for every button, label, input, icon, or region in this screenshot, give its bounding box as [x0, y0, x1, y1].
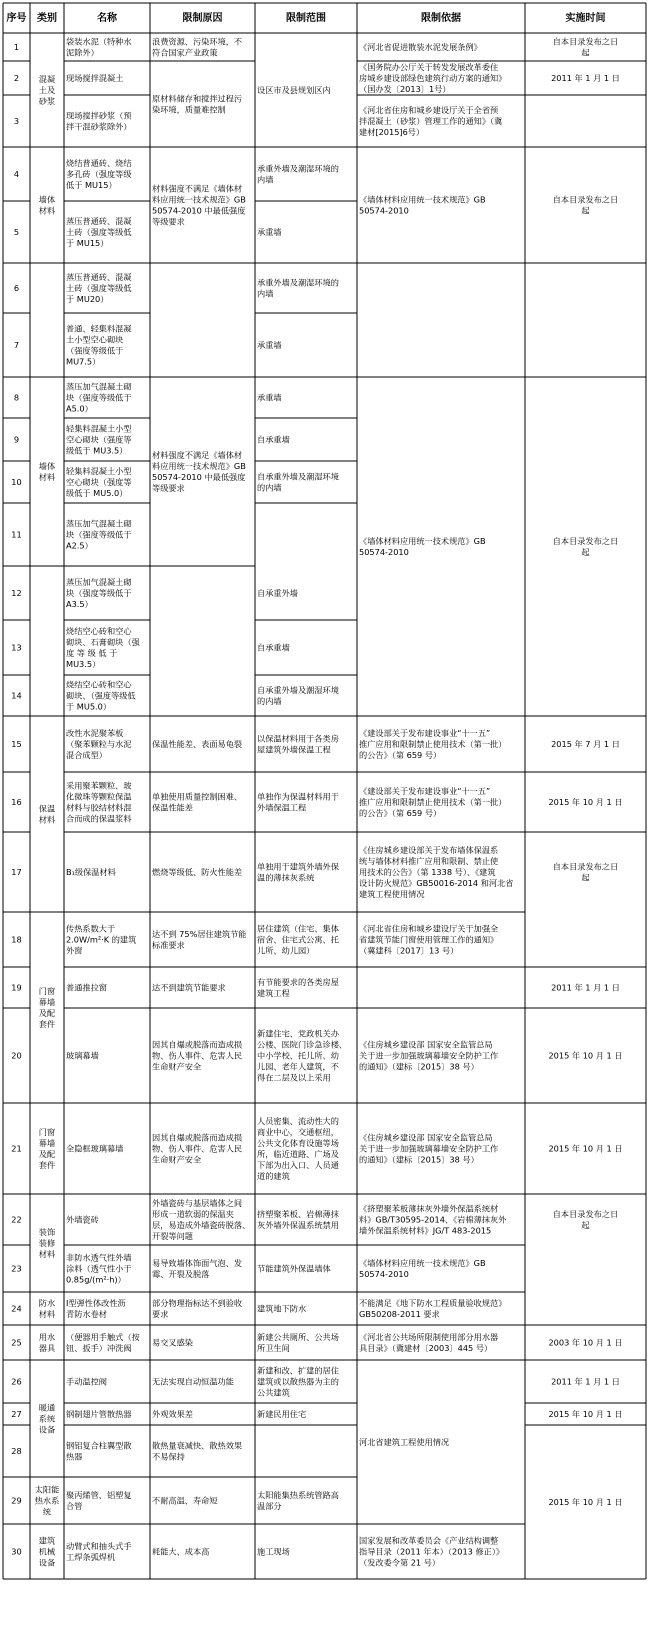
row-number: 1	[13, 42, 20, 52]
restriction-reason: 散热量衰减快、散热效果不易保持	[152, 1440, 243, 1462]
item-name: 烧结空心砖和空心砌块、（强度等级低于 MU5.0）	[66, 679, 136, 712]
restriction-scope: 新建公共厕所、公共场所卫生间	[257, 1332, 339, 1353]
restriction-scope: 承重外墙及潮湿环境的内墙	[257, 277, 339, 299]
row-number: 27	[11, 1409, 22, 1419]
item-name: 传热系数大于 2.0W/m²·K 的建筑外窗	[66, 923, 137, 956]
restriction-basis: 《建设部关于发布建设事业“十一五”推广应用和限制禁止使用技术（第一批）的公告》（第 659 号）	[359, 786, 507, 818]
item-name: 蒸压加气混凝土砌块（强度等级低于 A5.0）	[66, 381, 132, 414]
category-label: 建筑机械设备	[38, 1535, 56, 1568]
restriction-basis: 《挤塑聚苯板薄抹灰外墙外保温系统材料》GB/T30595-2014、《岩棉薄抹灰外墙外保温系统材料》JG/T 483-2015	[359, 1203, 507, 1236]
item-name: 袋装水泥（特种水泥除外）	[66, 36, 132, 58]
restriction-scope: 承重墙	[257, 227, 282, 237]
row-number: 18	[11, 934, 22, 945]
restriction-basis: 不能满足《地下防水工程质量验收规范》 GB50208-2011 要求	[359, 1298, 507, 1319]
column-header: 限制原因	[182, 13, 223, 24]
restriction-scope: 自承重外墙及潮湿环境的内墙	[257, 471, 339, 493]
restriction-scope: 新建住宅、党政机关办公楼、医院门诊急诊楼、中小学校、托儿所、幼儿园、老年人建筑，不得在二层及以上采用	[257, 1028, 348, 1083]
restriction-reason: 不耐高温、寿命短	[152, 1495, 218, 1506]
category-label: 装饰装修材料	[38, 1227, 56, 1259]
restriction-reason: 保温性能差、表面易龟裂	[152, 739, 243, 749]
row-number: 24	[11, 1303, 22, 1314]
row-number: 9	[13, 434, 20, 445]
restriction-scope: 以保温材料用于各类房屋建筑外墙保温工程	[257, 733, 339, 755]
restriction-reason: 外墙瓷砖与基层墙体之间形成一道软弱的保温夹层，易造成外墙瓷砖脱落、开裂等问题	[152, 1198, 251, 1241]
restriction-scope: 新建民用住宅	[257, 1409, 307, 1419]
effective-date: 自本目录发布之日起	[552, 1209, 619, 1230]
effective-date: 自本目录发布之日起	[552, 536, 619, 557]
column-header: 限制依据	[421, 13, 461, 24]
effective-date: 自本目录发布之日起	[552, 194, 619, 216]
row-number: 21	[11, 1143, 22, 1154]
effective-date: 2015 年 10 月 1 日	[548, 797, 623, 807]
row-number: 20	[11, 1050, 22, 1061]
item-name: 烧结空心砖和空心砌块、石膏砌块（强度 等 级 低 于 MU3.5）	[66, 626, 140, 669]
category-label: 墙体材料	[38, 194, 56, 216]
restriction-scope: 承重墙	[257, 340, 282, 350]
row-number: 17	[11, 867, 22, 877]
restriction-basis: 《河北省住房和城乡建设厅关于全省预拌混凝土（砂浆）管理工作的通知》（冀建材[2015]6号）	[359, 105, 503, 137]
restriction-reason: 因其自爆或脱落而造成损物、伤人事件、危害人民生命财产安全	[152, 1132, 243, 1165]
item-name: 非防水透气性外墙涂料（透气性小于 0.85g/(m²·h)）	[66, 1252, 132, 1285]
restriction-scope: 建筑地下防水	[257, 1303, 307, 1314]
row-number: 10	[11, 477, 22, 487]
row-number: 19	[11, 982, 22, 993]
row-number: 26	[11, 1376, 22, 1387]
item-name: 聚丙烯管、铝塑复合管	[66, 1490, 132, 1511]
category-label: 防水材料	[38, 1298, 56, 1319]
restriction-scope: 自承重墙	[257, 642, 290, 653]
restriction-basis: 国家发展和改革委员会《产业结构调整指导目录（2011 年本）（2013 修正）》（发改委令第 21 号）	[359, 1535, 505, 1568]
restriction-reason: 材料强度不满足《墙体材料应用统一技术规范》GB 50574-2010 中最低强度等级要求	[152, 183, 246, 227]
restriction-scope: 有节能要求的各类房屋建筑工程	[257, 977, 339, 998]
item-name: 全隐框玻璃幕墙	[66, 1143, 124, 1154]
column-header: 序号	[6, 13, 27, 24]
restriction-scope: 新建和改、扩建的居住建筑或以散热器为主的公共建筑	[257, 1365, 339, 1398]
restriction-reason: 达不到建筑节能要求	[152, 982, 226, 993]
item-name: 钢铝复合柱翼型散热器	[66, 1440, 132, 1462]
effective-date: 2015 年 10 月 1 日	[548, 1497, 623, 1507]
item-name: 普通、轻集料混凝土小型空心砌块（强度等级低于 MU7.5）	[66, 323, 132, 367]
row-number: 5	[13, 227, 20, 237]
item-name: 普通推拉窗	[66, 982, 107, 993]
restriction-basis: 《住房城乡建设部 国家安全监管总局关于进一步加强玻璃幕墙安全防护工作的通知》（建标〔2015〕38 号）	[359, 1132, 499, 1165]
row-number: 23	[11, 1263, 22, 1274]
item-name: 轻集料混凝土小型空心砌块（强度等级低于 MU5.0）	[66, 466, 132, 498]
restriction-scope: 单独用于建筑外墙外保温的薄抹灰系统	[257, 861, 339, 883]
column-header: 实施时间	[565, 13, 606, 24]
row-number: 4	[13, 169, 20, 179]
row-number: 6	[13, 283, 20, 293]
category-label: 混凝土及砂浆	[38, 74, 56, 106]
effective-date: 2015 年 10 月 1 日	[548, 1143, 623, 1154]
restriction-reason: 外观效果差	[152, 1409, 193, 1419]
category-label: 保温材料	[38, 803, 56, 825]
item-name: B₁级保温材料	[66, 867, 116, 877]
restriction-scope: 节能建筑外保温墙体	[257, 1263, 331, 1274]
item-name: 烧结普通砖、烧结多孔砖（强度等级低于 MU15）	[66, 158, 132, 190]
column-header: 限制范围	[286, 13, 326, 24]
effective-date: 自本目录发布之日起	[552, 861, 619, 883]
restriction-reason: 单独使用质量控制困难、保温性能差	[152, 791, 243, 813]
restriction-reason: 浪费资源、污染环境，不符合国家产业政策	[152, 36, 243, 58]
restriction-scope: 挤塑聚苯板、岩棉薄抹灰外墙外保温系统禁用	[257, 1209, 339, 1230]
item-name: 动臂式和抽头式手工焊条弧焊机	[66, 1541, 132, 1562]
restriction-basis: 《河北省公共场所限制使用部分用水器具目录》（冀建材〔2003〕445 号）	[359, 1332, 499, 1353]
restriction-basis: 《墙体材料应用统一技术规范》GB 50574-2010	[359, 1258, 486, 1279]
row-number: 15	[11, 739, 22, 749]
restriction-basis: 《墙体材料应用统一技术规范》GB 50574-2010	[359, 194, 486, 216]
row-number: 14	[11, 690, 22, 701]
restriction-reason: 因其自爆或脱落而造成损物、伤人事件、危害人民生命财产安全	[152, 1039, 243, 1072]
row-number: 12	[11, 588, 22, 598]
restriction-basis: 《国务院办公厅关于转发发展改革委住房城乡建设部绿色建筑行动方案的通知》（国办发〔2013〕1号）	[359, 62, 507, 94]
row-number: 3	[13, 116, 20, 126]
row-number: 28	[11, 1446, 22, 1456]
row-number: 7	[13, 340, 20, 350]
restriction-reason: 无法实现自动恒温功能	[152, 1376, 234, 1387]
category-label: 门窗幕墙及配套件	[38, 986, 56, 1029]
column-header: 类别	[37, 13, 57, 24]
restriction-scope: 设区市及县规划区内	[257, 85, 331, 95]
item-name: 轻集料混凝土小型空心砌块（强度等级低于 MU3.5）	[66, 423, 132, 456]
restriction-reason: 原材料储存和搅拌过程污染环境，质量难控制	[152, 93, 243, 115]
item-name: 蒸压加气混凝土砌块（强度等级低于 A2.5）	[66, 518, 132, 551]
column-header: 名称	[97, 13, 117, 24]
restriction-scope: 居住建筑（住宅、集体宿舍、住宅式公寓、托儿所、幼儿园）	[257, 923, 339, 956]
category-label: 墙体材料	[38, 461, 56, 482]
effective-date: 自本目录发布之日起	[552, 36, 619, 58]
restriction-basis: 《住房城乡建设部 国家安全监管总局关于进一步加强玻璃幕墙安全防护工作的通知》（建标〔2015〕38 号）	[359, 1039, 499, 1072]
row-number: 22	[11, 1214, 22, 1225]
restriction-reason: 易交叉感染	[152, 1337, 193, 1348]
item-name: 钢制翅片管散热器	[66, 1409, 132, 1419]
category-label: 太阳能热水系统	[34, 1484, 60, 1517]
item-name: 蒸压普通砖、混凝土砖（强度等级低于 MU20）	[66, 272, 132, 304]
restriction-basis: 《河北省促进散装水泥发展条例》	[359, 42, 482, 52]
item-name: 改性水泥聚苯板（聚苯颗粒与水泥混合成型）	[66, 728, 132, 760]
restriction-reason: 材料强度不满足《墙体材料应用统一技术规范》GB 50574-2010 中最低强度等级要求	[152, 450, 246, 493]
row-number: 29	[11, 1495, 22, 1506]
restriction-scope: 承重墙	[257, 392, 282, 403]
category-label: 暖通系统设备	[38, 1402, 56, 1435]
row-number: 13	[11, 642, 22, 653]
restriction-scope: 施工现场	[257, 1546, 290, 1557]
restriction-scope: 人员密集、流动性大的商业中心，交通枢纽，公共文化体育设施等场所，临近道路、广场及下部为出入口、人员通道的建筑	[257, 1116, 339, 1181]
restriction-scope: 单独作为保温材料用于外墙保温工程	[257, 791, 339, 813]
restriction-scope: 承重外墙及潮湿环境的内墙	[257, 163, 339, 185]
item-name: 蒸压加气混凝土砌块（强度等级低于 A3.5）	[66, 577, 132, 609]
row-number: 8	[13, 392, 20, 403]
effective-date: 2011 年 1 月 1 日	[551, 1376, 620, 1387]
item-name: Ⅰ型弹性体改性沥青防水卷材	[66, 1298, 126, 1319]
restriction-basis: 《建设部关于发布建设事业“十一五”推广应用和限制禁止使用技术（第一批）的公告》（第 659 号）	[359, 728, 507, 760]
restriction-scope: 自承重墙	[257, 434, 290, 445]
effective-date: 2003 年 10 月 1 日	[548, 1337, 623, 1348]
restriction-scope: 太阳能集热系统管路高温部分	[257, 1490, 339, 1511]
restriction-basis: 《住房城乡建设部关于发布墙体保温系统与墙体材料推广应用和限制、禁止使用技术的公告》（第 1338 号）、《建筑设计防火规范》GB50016-2014 和河北省建筑工程使用情况	[359, 845, 514, 899]
effective-date: 2015 年 7 月 1 日	[551, 739, 620, 749]
category-label: 用水器具	[38, 1332, 56, 1353]
item-name: 蒸压普通砖、混凝土砖（强度等级低于 MU15）	[66, 216, 132, 248]
effective-date: 2015 年 10 月 1 日	[548, 1409, 623, 1419]
effective-date: 2011 年 1 月 1 日	[551, 73, 620, 83]
item-name: 采用聚苯颗粒、玻化微珠等颗粒保温材料与胶结材料混合而成的保温浆料	[66, 780, 132, 824]
item-name: 现场搅拌混凝土	[66, 73, 124, 83]
restriction-scope: 自承重外墙	[257, 588, 298, 598]
row-number: 16	[11, 797, 22, 807]
item-name: 现场搅拌砂浆（预拌干混砂浆除外）	[66, 110, 132, 132]
item-name: 外墙瓷砖	[66, 1214, 99, 1225]
item-name: 手动温控阀	[66, 1376, 107, 1387]
restriction-basis: 《河北省住房和城乡建设厅关于加强全省建筑节能门窗使用管理工作的通知》（冀建科〔2017〕13 号）	[359, 923, 499, 956]
row-number: 11	[11, 529, 22, 540]
item-name: （便器用手触式（按钮、扳手）冲洗阀	[66, 1332, 140, 1353]
restriction-basis: 河北省建筑工程使用情况	[359, 1437, 450, 1447]
restriction-reason: 部分物理指标达不到验收要求	[152, 1298, 243, 1319]
effective-date: 2011 年 1 月 1 日	[551, 982, 620, 993]
row-number: 2	[13, 73, 20, 83]
row-number: 25	[11, 1337, 22, 1348]
restriction-basis: 《墙体材料应用统一技术规范》GB 50574-2010	[359, 536, 486, 557]
category-label: 门窗幕墙及配套件	[38, 1127, 56, 1170]
restriction-scope: 自承重外墙及潮湿环境的内墙	[257, 685, 339, 706]
restriction-reason: 达不到 75%居住建筑节能标准要求	[152, 929, 247, 950]
row-number: 30	[11, 1546, 22, 1557]
item-name: 玻璃幕墙	[66, 1050, 99, 1061]
restriction-reason: 易导致墙体饰面气泡、发霉、开裂及脱落	[152, 1258, 243, 1279]
restriction-reason: 燃烧等级低、防火性能差	[152, 867, 243, 877]
effective-date: 2015 年 10 月 1 日	[548, 1050, 623, 1061]
restriction-reason: 耗能大、成本高	[152, 1546, 210, 1557]
